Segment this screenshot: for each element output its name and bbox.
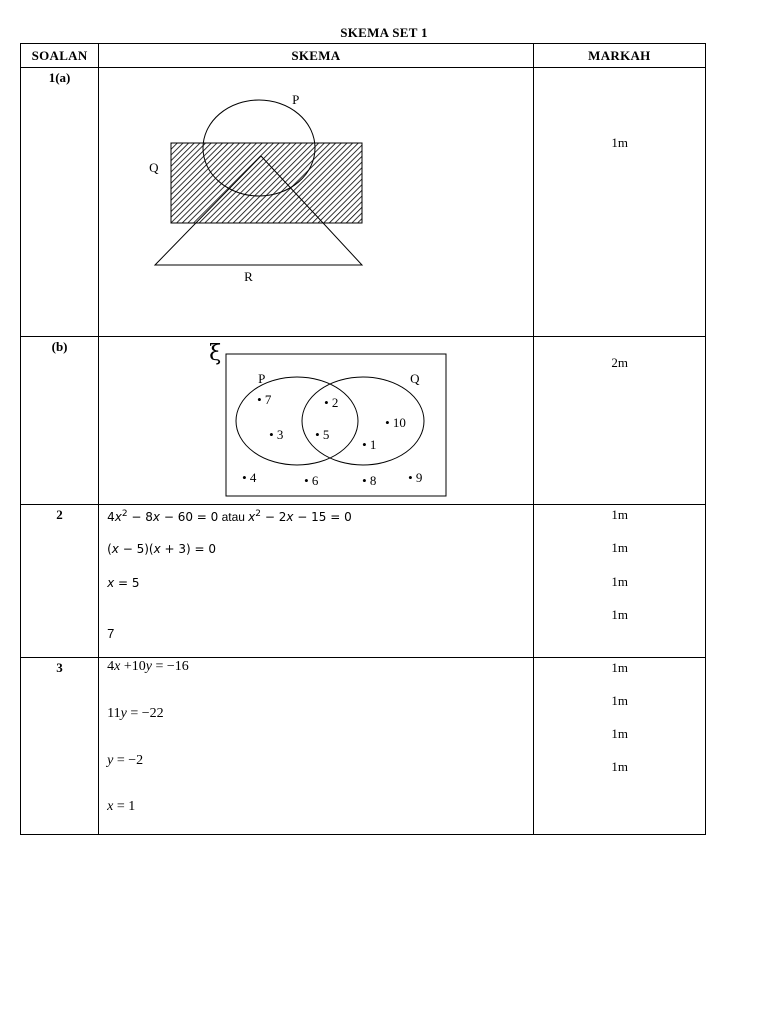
venn-label-q: Q xyxy=(410,371,420,386)
header-markah: MARKAH xyxy=(533,44,705,68)
question-number: 1(a) xyxy=(21,68,99,337)
element-3: • 3 xyxy=(269,427,284,442)
mark-value: 1m xyxy=(611,660,629,675)
mark-value: 1m xyxy=(611,507,629,522)
mark-value: 1m xyxy=(611,726,629,741)
mark-value: 1m xyxy=(611,693,629,708)
element-9: • 9 xyxy=(408,470,423,485)
markah-cell-q2 xyxy=(533,505,705,658)
header-skema: SKEMA xyxy=(99,44,534,68)
answer-scheme-table xyxy=(20,43,706,835)
venn-label-p: P xyxy=(258,371,266,386)
element-7: • 7 xyxy=(257,392,272,407)
header-soalan: SOALAN xyxy=(21,44,99,68)
mark-value: 1m xyxy=(611,540,629,555)
working-line-2: 11y = −22 xyxy=(107,706,164,721)
element-6: • 6 xyxy=(304,473,319,488)
working-line-3: y = −2 xyxy=(107,753,144,768)
markah-cell-q3 xyxy=(533,658,705,835)
question-number: (b) xyxy=(21,337,99,505)
page-title: SKEMA SET 1 xyxy=(340,25,428,40)
skema-cell-q3 xyxy=(99,658,534,835)
element-5: • 5 xyxy=(315,427,330,442)
set-diagram-shaded xyxy=(99,68,533,337)
table-row-q1b xyxy=(21,337,706,505)
question-number: 3 xyxy=(21,658,99,835)
working-line-4: x = 1 xyxy=(107,799,136,814)
table-row-q1a xyxy=(21,68,706,337)
label-q: Q xyxy=(149,160,159,175)
markah-cell-q1b xyxy=(533,337,705,505)
label-r: R xyxy=(244,269,253,284)
mark-value: 1m xyxy=(611,574,629,589)
element-8: • 8 xyxy=(362,473,377,488)
mark-value: 1m xyxy=(611,135,629,150)
element-4: • 4 xyxy=(242,470,257,485)
question-number: 2 xyxy=(21,505,99,658)
markah-cell-q1a xyxy=(533,68,705,337)
xi-symbol: ξ xyxy=(209,341,222,366)
element-1: • 1 xyxy=(362,437,377,452)
element-2: • 2 xyxy=(324,395,339,410)
mark-value: 2m xyxy=(611,355,629,370)
working-line-1: $4x^2 - 8x - 60 = 0$ atau $x^2 - 2x - 15 = 0$ xyxy=(107,509,352,524)
label-p: P xyxy=(292,92,300,107)
circle-p xyxy=(236,377,358,465)
skema-cell-q2 xyxy=(99,505,534,658)
mark-value: 1m xyxy=(611,759,629,774)
working-line-4: 7 xyxy=(107,626,115,641)
element-10: • 10 xyxy=(385,415,406,430)
working-line-2: (x − 5)(x + 3) = 0 xyxy=(107,542,217,556)
table-row-q3 xyxy=(21,658,706,835)
table-header-row xyxy=(21,44,706,68)
skema-cell-q1b xyxy=(99,337,534,505)
atau-text: atau xyxy=(221,510,245,524)
working-line-1: 4x +10y = −16 xyxy=(107,659,189,674)
skema-cell-q1a xyxy=(99,68,534,337)
mark-value: 1m xyxy=(611,607,629,622)
table-row-q2 xyxy=(21,505,706,658)
working-line-3: x = 5 xyxy=(107,576,140,590)
